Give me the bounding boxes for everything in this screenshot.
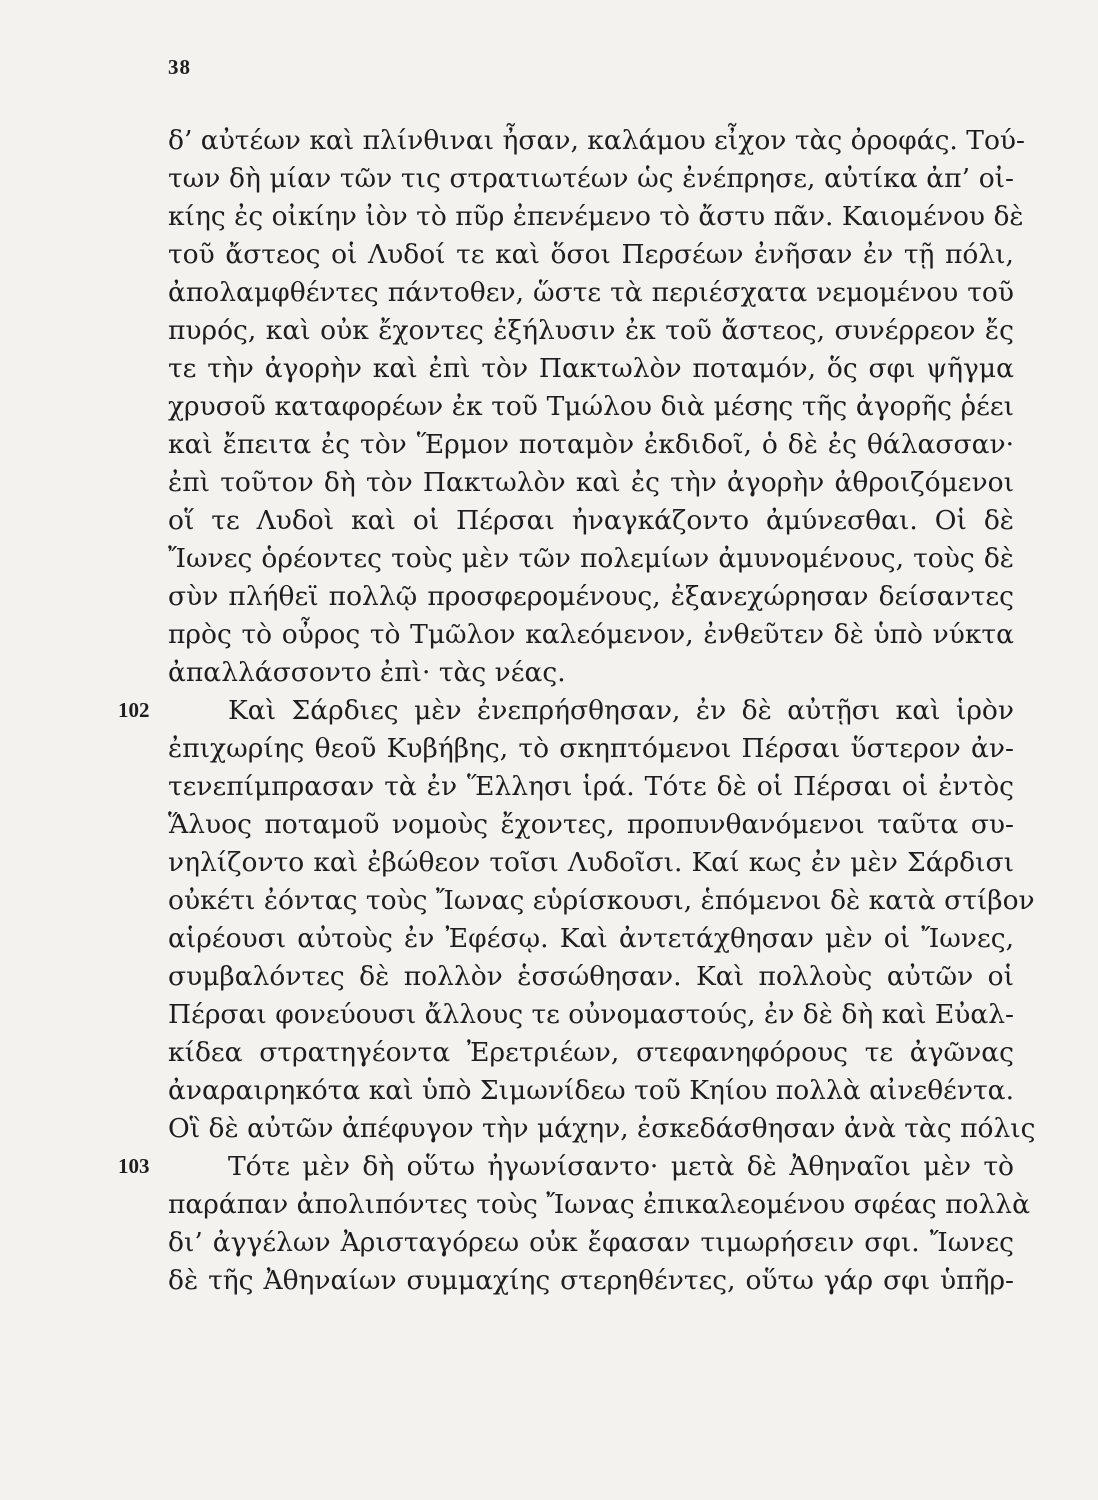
text-line: καὶ ἔπειτα ἐς τὸν Ἕρμον ποταμὸν ἐκδιδοῖ, ὁ δὲ ἐς θάλασσαν· <box>168 429 1014 460</box>
text-line: Τότε μὲν δὴ οὕτω ἠγωνίσαντο· μετὰ δὲ Ἀθηναῖοι μὲν τὸ <box>228 1151 1014 1182</box>
text-line: των δὴ μίαν τῶν τις στρατιωτέων ὡς ἐνέπρησε, αὐτίκα ἀπ’ οἰ- <box>168 163 1014 194</box>
text-line: Ἴωνες ὁρέοντες τοὺς μὲν τῶν πολεμίων ἀμυνομένους, τοὺς δὲ <box>168 543 1014 574</box>
text-line: οὐκέτι ἐόντας τοὺς Ἴωνας εὑρίσκουσι, ἑπόμενοι δὲ κατὰ στίβον <box>168 885 1035 916</box>
text-line: πρὸς τὸ οὖρος τὸ Τμῶλον καλεόμενον, ἐνθεῦτεν δὲ ὑπὸ νύκτα <box>168 619 1014 650</box>
text-line: αἱρέουσι αὐτοὺς ἐν Ἐφέσῳ. Καὶ ἀντετάχθησαν μὲν οἱ Ἴωνες, <box>168 923 1014 954</box>
text-line: τοῦ ἄστεος οἱ Λυδοί τε καὶ ὅσοι Περσέων ἐνῆσαν ἐν τῇ πόλι, <box>168 239 1014 270</box>
text-line: ἀπολαμφθέντες πάντοθεν, ὥστε τὰ περιέσχατα νεμομένου τοῦ <box>168 277 1014 308</box>
text-line: νηλίζοντο καὶ ἐβώθεον τοῖσι Λυδοῖσι. Καί κως ἐν μὲν Σάρδισι <box>168 847 1014 878</box>
text-line: ἀπαλλάσσοντο ἐπὶ· τὰς νέας. <box>168 657 566 688</box>
text-line: κίδεα στρατηγέοντα Ἐρετριέων, στεφανηφόρους τε ἀγῶνας <box>168 1037 1014 1068</box>
text-line: δὲ τῆς Ἀθηναίων συμμαχίης στερηθέντες, οὕτω γάρ σφι ὑπῆρ- <box>168 1265 1014 1296</box>
text-line: χρυσοῦ καταφορέων ἐκ τοῦ Τμώλου διὰ μέσης τῆς ἀγορῆς ῥέει <box>168 391 1014 422</box>
text-line: δι’ ἀγγέλων Ἀρισταγόρεω οὐκ ἔφασαν τιμωρήσειν σφι. Ἴωνες <box>168 1227 1014 1258</box>
text-line: Οἳ δὲ αὐτῶν ἀπέφυγον τὴν μάχην, ἐσκεδάσθησαν ἀνὰ τὰς πόλις <box>168 1113 1036 1144</box>
text-line: ἀναραιρηκότα καὶ ὑπὸ Σιμωνίδεω τοῦ Κηίου πολλὰ αἰνεθέντα. <box>168 1075 1014 1106</box>
text-line: παράπαν ἀπολιπόντες τοὺς Ἴωνας ἐπικαλεομένου σφέας πολλὰ <box>168 1189 1030 1220</box>
text-line: κίης ἐς οἰκίην ἰὸν τὸ πῦρ ἐπενέμενο τὸ ἄστυ πᾶν. Καιομένου δὲ <box>168 201 1024 232</box>
text-line: Πέρσαι φονεύουσι ἄλλους τε οὐνομαστούς, ἐν δὲ δὴ καὶ Εὐαλ- <box>168 999 1014 1030</box>
text-line: πυρός, καὶ οὐκ ἔχοντες ἐξήλυσιν ἐκ τοῦ ἄστεος, συνέρρεον ἔς <box>168 315 1014 346</box>
text-line: Καὶ Σάρδιες μὲν ἐνεπρήσθησαν, ἐν δὲ αὐτῇσι καὶ ἱρὸν <box>228 695 1014 726</box>
text-line: σὺν πλήθεϊ πολλῷ προσφερομένους, ἐξανεχώρησαν δείσαντες <box>168 581 1014 612</box>
text-line: δ’ αὐτέων καὶ πλίνθιναι ἦσαν, καλάμου εἶχον τὰς ὀροφάς. Τού- <box>168 125 1025 156</box>
text-line: τε τὴν ἀγορὴν καὶ ἐπὶ τὸν Πακτωλὸν ποταμόν, ὅς σφι ψῆγμα <box>168 353 1014 384</box>
page-number: 38 <box>168 55 191 79</box>
text-line: συμβαλόντες δὲ πολλὸν ἑσσώθησαν. Καὶ πολλοὺς αὐτῶν οἱ <box>168 961 1014 992</box>
text-line: οἵ τε Λυδοὶ καὶ οἱ Πέρσαι ἠναγκάζοντο ἀμύνεσθαι. Οἱ δὲ <box>168 505 1014 536</box>
text-line: τενεπίμπρασαν τὰ ἐν Ἕλλησι ἱρά. Τότε δὲ οἱ Πέρσαι οἱ ἐντὸς <box>168 771 1014 802</box>
text-line: ἐπιχωρίης θεοῦ Κυβήβης, τὸ σκηπτόμενοι Πέρσαι ὕστερον ἀν- <box>168 733 1014 764</box>
section-number: 102 <box>118 698 150 722</box>
text-line: Ἅλυος ποταμοῦ νομοὺς ἔχοντες, προπυνθανόμενοι ταῦτα συ- <box>168 809 1014 840</box>
section-number: 103 <box>118 1154 150 1178</box>
text-line: ἐπὶ τοῦτον δὴ τὸν Πακτωλὸν καὶ ἐς τὴν ἀγορὴν ἀθροιζόμενοι <box>168 467 1014 498</box>
